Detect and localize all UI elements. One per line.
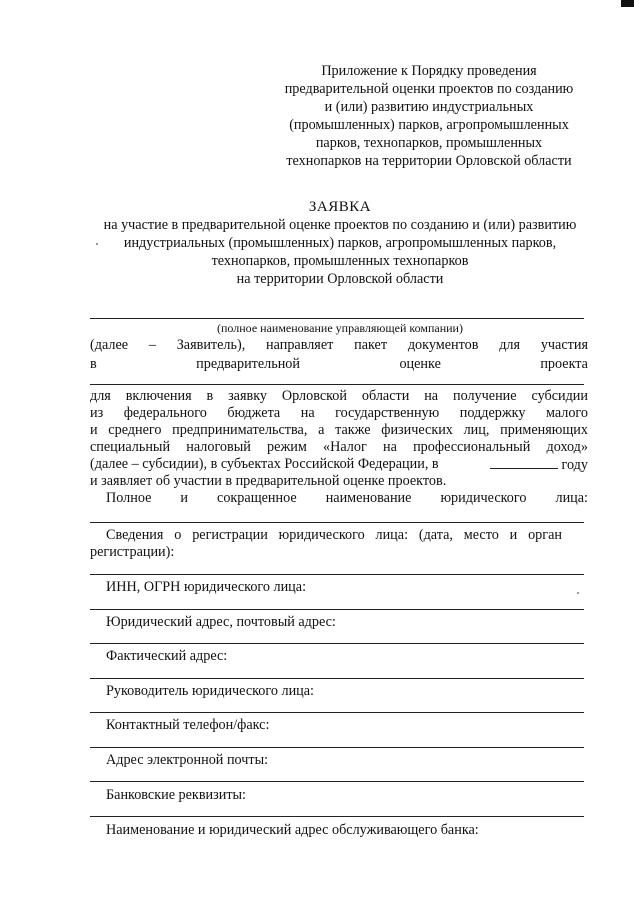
row-word: документов: [407, 337, 479, 353]
applicant-row: [90, 337, 588, 354]
paragraph-line-year: [90, 456, 588, 474]
bank-details-label: Банковские реквизиты:: [106, 787, 246, 803]
legal-address-field[interactable]: [90, 643, 584, 644]
appendix-line: парков, технопарков, промышленных: [315, 135, 543, 151]
appendix-line: технопарков на территории Орловской области: [286, 153, 572, 169]
year-word: году: [561, 457, 588, 473]
row-word: лица:: [555, 490, 588, 506]
row-word: направляет: [266, 337, 334, 353]
legal-name-field[interactable]: [90, 522, 584, 523]
row-word: предварительной: [196, 356, 300, 372]
row-word: для: [499, 337, 521, 353]
row-word: оценке: [399, 356, 441, 372]
registration-field[interactable]: [90, 574, 584, 575]
head-field[interactable]: [90, 712, 584, 713]
paragraph-line: и среднего предпринимательства, а также физических лиц, применяющих: [90, 422, 588, 438]
appendix-line: Приложение к Порядку проведения: [321, 63, 537, 79]
year-group: [490, 456, 588, 474]
appendix-line: (промышленных) парков, агропромышленных: [289, 117, 569, 133]
inn-ogrn-label: ИНН, ОГРН юридического лица:: [106, 579, 307, 595]
paragraph-line: и заявляет об участии в предварительной оценке проектов.: [90, 473, 447, 489]
servicing-bank-label: Наименование и юридический адрес обслуживающего банка:: [106, 822, 479, 838]
paragraph-line: специальный налоговый режим «Налог на профессиональный доход»: [90, 439, 588, 455]
registration-line: Сведения о регистрации юридического лица: (дата, место и орган: [106, 527, 562, 543]
row-word: участия: [540, 337, 588, 353]
head-label: Руководитель юридического лица:: [106, 683, 314, 699]
legal-name-row: [106, 490, 588, 507]
scan-corner-mark: [621, 0, 634, 7]
appendix-line: предварительной оценки проектов по созданию: [284, 81, 574, 97]
paragraph-line: для включения в заявку Орловской области на получение субсидии: [90, 388, 588, 404]
row-word: и: [180, 490, 188, 506]
row-word: пакет: [354, 337, 388, 353]
subtitle-line: на участие в предварительной оценке проектов по созданию и (или) развитию: [103, 217, 577, 233]
document-subtitle: [80, 216, 600, 288]
row-word: юридического: [440, 490, 527, 506]
project-row: [90, 356, 588, 373]
company-caption: (полное наименование управляющей компании): [217, 321, 463, 335]
project-name-field[interactable]: [90, 384, 584, 385]
subtitle-line: на территории Орловской области: [236, 271, 444, 287]
scan-speck: [96, 243, 98, 245]
appendix-note: [270, 62, 588, 170]
subtitle-line: индустриальных (промышленных) парков, агропромышленных парков,: [123, 235, 557, 251]
document-title: ЗАЯВКА: [308, 199, 372, 215]
email-label: Адрес электронной почты:: [106, 752, 269, 768]
legal-address-label: Юридический адрес, почтовый адрес:: [106, 614, 336, 630]
row-word: наименование: [325, 490, 412, 506]
row-word: проекта: [540, 356, 588, 372]
subtitle-line: технопарков, промышленных технопарков: [211, 253, 469, 269]
company-name-field[interactable]: [90, 318, 584, 319]
year-field[interactable]: [490, 456, 558, 469]
actual-address-field[interactable]: [90, 678, 584, 679]
row-word: (далее: [90, 337, 129, 353]
scan-speck: [577, 592, 579, 594]
bank-details-field[interactable]: [90, 816, 584, 817]
phone-fax-field[interactable]: [90, 747, 584, 748]
row-word: Заявитель),: [176, 337, 246, 353]
row-word: в: [90, 356, 97, 372]
actual-address-label: Фактический адрес:: [106, 648, 228, 664]
paragraph-line: из федерального бюджета на государственную поддержку малого: [90, 405, 588, 421]
row-word: Полное: [106, 490, 152, 506]
phone-fax-label: Контактный телефон/факс:: [106, 717, 270, 733]
row-word: –: [148, 337, 156, 353]
registration-line: регистрации):: [90, 544, 175, 560]
inn-ogrn-field[interactable]: [90, 609, 584, 610]
appendix-line: и (или) развитию индустриальных: [324, 99, 534, 115]
email-field[interactable]: [90, 781, 584, 782]
row-word: сокращенное: [217, 490, 297, 506]
paragraph-line-start: (далее – субсидии), в субъектах Российской Федерации, в: [90, 456, 439, 472]
